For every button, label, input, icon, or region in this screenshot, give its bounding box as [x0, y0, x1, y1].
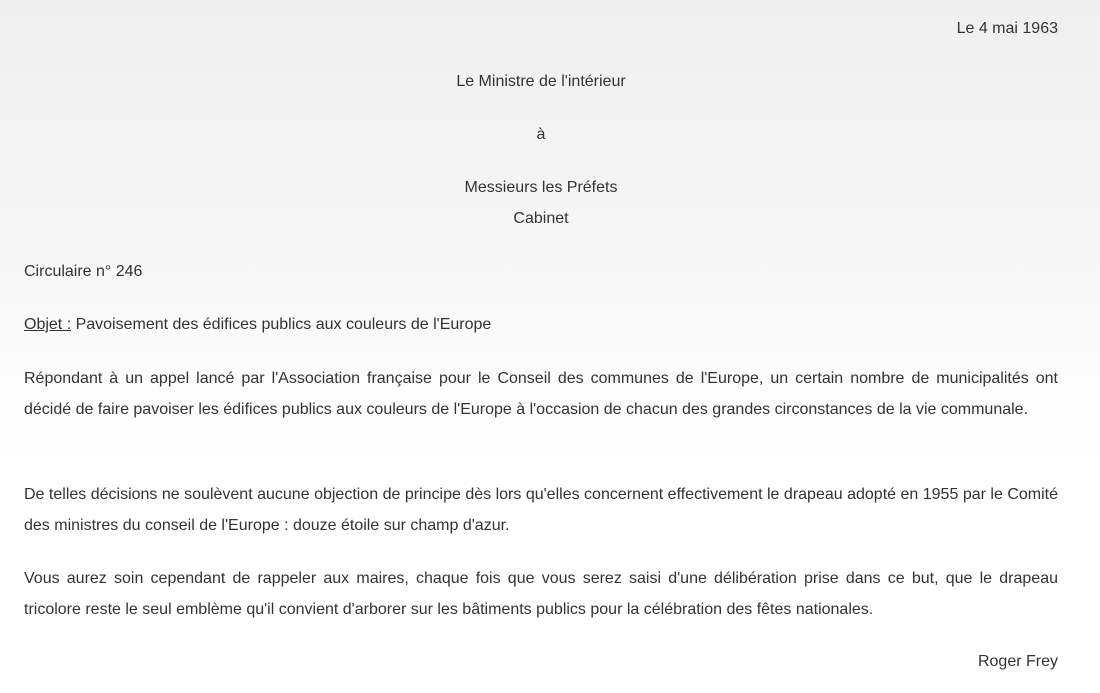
body-paragraph-3: Vous aurez soin cependant de rappeler aux maires, chaque fois que vous serez saisi d'une délibération prise dans ce but, que le drapeau tricolore reste le seul emblème qu'il convient d'arborer sur les bâtiments publics pour la célébration des fêtes nationales. [24, 570, 1058, 618]
body-paragraph-2: De telles décisions ne soulèvent aucune objection de principe dès lors qu'elles concernent effectivement le drapeau adopté en 1955 par le Comité des ministres du conseil de l'Europe : douze étoile sur champ d'azur. [24, 486, 1058, 534]
recipient-line-2: Cabinet [513, 210, 569, 227]
addressee-preposition: à [536, 126, 546, 143]
signature-name: Roger Frey [977, 653, 1058, 670]
subject-label: Objet : [24, 316, 72, 333]
circular-number: Circulaire n° 246 [24, 263, 143, 280]
sender-title: Le Ministre de l'intérieur [456, 73, 626, 90]
body-paragraph-1: Répondant à un appel lancé par l'Association française pour le Conseil des communes de l'Europe, un certain nombre de municipalités ont décidé de faire pavoiser les édifices publics aux couleurs de l'Europe à l'occasion de chacun des grandes circonstances de la vie communale. [24, 370, 1058, 418]
letter-date: Le 4 mai 1963 [956, 20, 1058, 37]
subject-line [24, 315, 1058, 335]
recipient-line-1: Messieurs les Préfets [464, 179, 618, 196]
subject-text: Pavoisement des édifices publics aux couleurs de l'Europe [71, 316, 492, 333]
